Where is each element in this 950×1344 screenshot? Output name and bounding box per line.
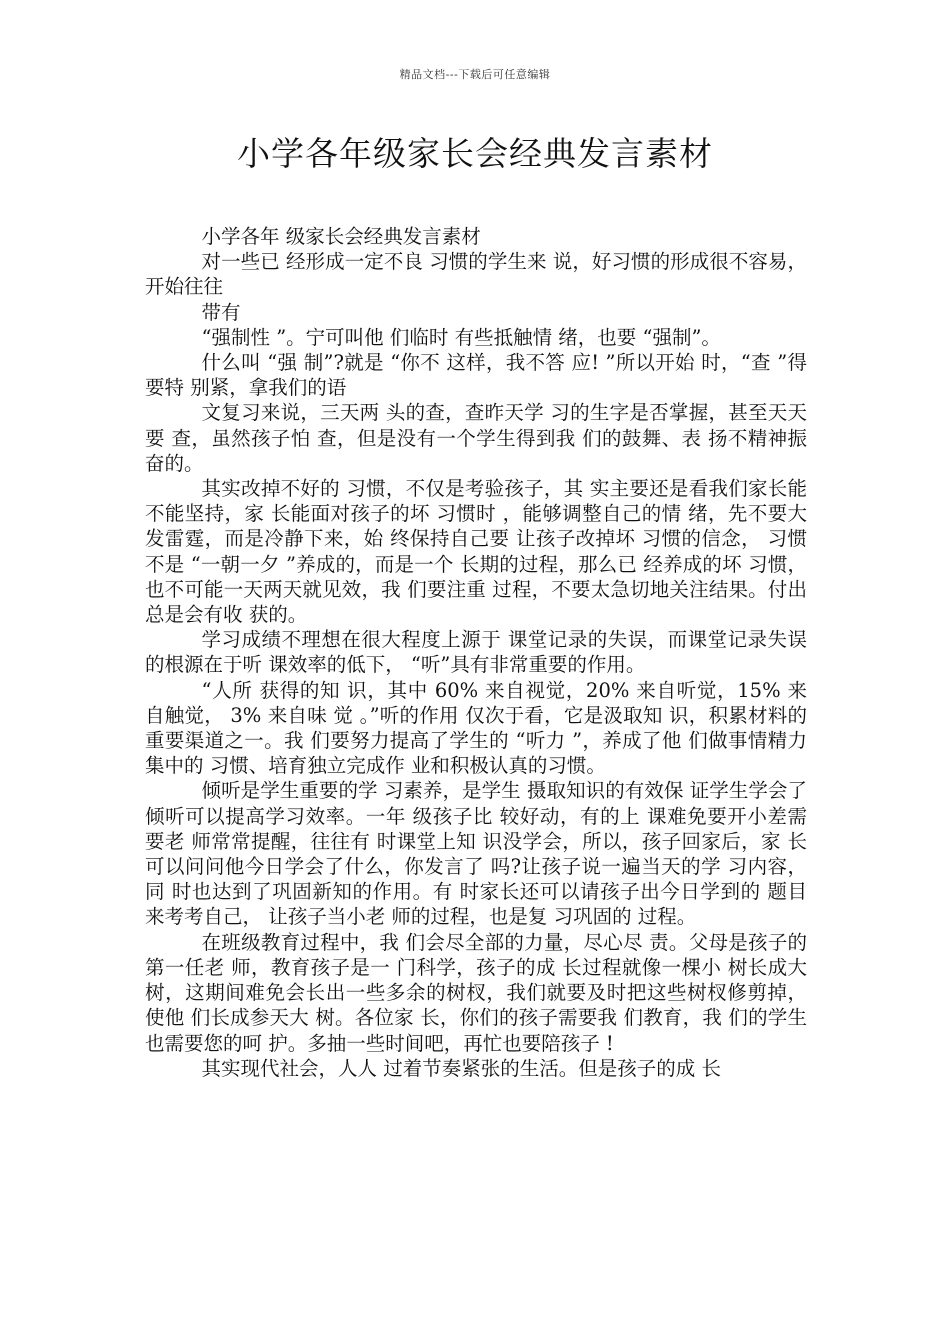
- paragraph: 什么叫 “强 制”?就是 “你不 这样，我不答 应! ”所以开始 时，“查 ”得要特 别紧，拿我们的语: [145, 351, 807, 400]
- paragraph: 带有: [201, 300, 241, 324]
- paragraph: 小学各年 级家长会经典发言素材: [201, 225, 481, 248]
- paragraph: 在班级教育过程中，我 们会尽全部的力量，尽心尽 责。父母是孩子的第一任老 师，教育孩子是一 门科学，孩子的成 长过程就像一棵小 树长成大树，这期间难免会长出一些多余的树杈，我们就要及时把这些树杈修剪掉，使他 们长成参天大 树。各位家 长，你们的孩子需要我 们教育，我 们的学生也需要您的呵 护。多抽一些时间吧，再忙也要陪孩子 !: [145, 930, 807, 1055]
- paragraph: 学习成绩不理想在很大程度上源于 课堂记录的失误，而课堂记录失误的根源在于听 课效率的低下， “听”具有非常重要的作用。: [145, 628, 807, 677]
- paragraph: “人所 获得的知 识，其中 60% 来自视觉，20% 来自听觉，15% 来自触觉， 3% 来自味 觉 。”听的作用 仅次于看，它是汲取知 识，积累材料的重要渠道之一。我 们要努力提高了学生的 “听力 ”，养成了他 们做事情精力集中的 习惯、培育独立完成作 业和积极认真的习惯。: [145, 678, 807, 778]
- document-body: [145, 224, 807, 1081]
- paragraph: “强制性 ”。宁可叫他 们临时 有些抵触情 绪，也要 “强制”。: [201, 325, 721, 349]
- paragraph: 文复习来说，三天两 头的查，查昨天学 习的生字是否掌握，甚至天天要 查，虽然孩子怕 查，但是没有一个学生得到我 们的鼓舞、表 扬不精神振 奋的。: [145, 401, 807, 475]
- paragraph: 其实现代社会，人人 过着节奏紧张的生活。但是孩子的成 长: [201, 1056, 721, 1080]
- paragraph: 倾听是学生重要的学 习素养，是学生 摄取知识的有效保 证学生学会了 倾听可以提高学习效率。一年 级孩子比 较好动，有的上 课难免要开小差需要老 师常常提醒，往往有 时课堂上知 识没学会，所以，孩子回家后，家 长可以问问他今日学会了什么，你发言了 吗?让孩子说一遍当天的学 习内容，同 时也达到了巩固新知的作用。有 时家长还可以请孩子出今日学到的 题目来考考自己， 让孩子当小老 师的过程，也是复 习巩固的 过程。: [145, 779, 807, 929]
- paragraph: 对一些已 经形成一定不良 习惯的学生来 说，好习惯的形成很不容易，开始往往: [145, 250, 807, 299]
- paragraph: 其实改掉不好的 习惯，不仅是考验孩子，其 实主要还是看我们家长能不能坚持，家 长能面对孩子的坏 习惯时 ，能够调整自己的情 绪，先不要大 发雷霆，而是冷静下来，始 终保持自己要 让孩子改掉坏 习惯的信念， 习惯不是 “一朝一夕 ”养成的，而是一个 长期的过程，那么已 经养成的坏 习惯，也不可能一天两天就见效，我 们要注重 过程，不要太急切地关注结果。付出 总是会有收 获的。: [145, 477, 807, 627]
- page-header: 精品文档---下载后可任意编辑: [399, 68, 551, 81]
- document-title: 小学各年级家长会经典发言素材: [237, 134, 713, 173]
